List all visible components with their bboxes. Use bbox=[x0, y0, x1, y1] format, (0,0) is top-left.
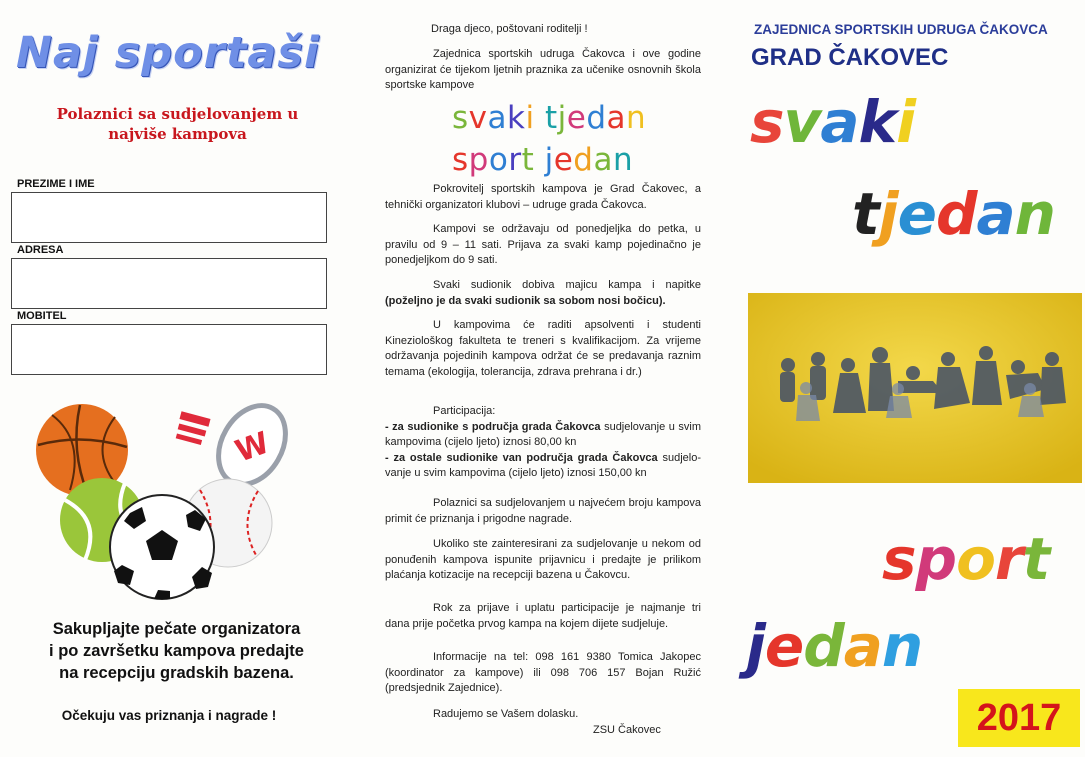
slogan1-letter: a bbox=[606, 100, 626, 136]
big-word-svaki bbox=[750, 88, 915, 156]
slogan2-letter: s bbox=[452, 142, 469, 178]
local-label: - za sudionike s područja grada Čakovca bbox=[385, 420, 601, 433]
slogan2-letter: a bbox=[593, 142, 613, 178]
big-word-2-letter: s bbox=[882, 525, 916, 593]
middle-panel bbox=[365, 0, 720, 757]
address-label: ADRESA bbox=[17, 244, 64, 256]
slogan2-letter bbox=[534, 142, 544, 178]
slogan1-letter: d bbox=[586, 100, 607, 136]
schedule-paragraph: Kampovi se održavaju od ponedjeljka do petka, u pravilu od 9 – 11 sati. Prijava za svaki kamp pojedinačno je ponedjeljkom do 9 sati. bbox=[385, 223, 701, 266]
local-price: sudjelovanje u svim kampovima (cijelo ljeto) iznosi 80,00 kn bbox=[385, 420, 701, 448]
collect-line3: na recepciju gradskih bazena. bbox=[59, 664, 294, 682]
slogan1-letter: a bbox=[487, 100, 508, 136]
sports-balls-illustration bbox=[30, 395, 290, 605]
left-subtitle-line2: najviše kampova bbox=[108, 125, 247, 143]
name-label: PREZIME I IME bbox=[17, 178, 95, 190]
slogan1-letter: j bbox=[557, 100, 567, 136]
big-word-2-letter: t bbox=[1022, 525, 1050, 593]
signature: ZSU Čakovec bbox=[593, 724, 661, 736]
participation-heading: Participacija: bbox=[433, 405, 496, 417]
big-word-3-letter: j bbox=[746, 612, 765, 680]
big-word-3-letter: a bbox=[843, 612, 882, 680]
application-paragraph: Ukoliko ste zainteresirani za sudjelovanje u nekom od ponuđenih kampova ispunite prijavnicu i predajte je prilikom plaćanja kotizacije na recepciji bazena u Čakovcu. bbox=[385, 538, 701, 581]
other-label: - za ostale sudionike van područja grada Čakovca bbox=[385, 451, 658, 464]
slogan1-letter: s bbox=[452, 100, 469, 136]
slogan2-letter: j bbox=[544, 142, 554, 178]
children-silhouettes-photo bbox=[748, 293, 1082, 483]
naj-sportasi-title: Naj sportaši bbox=[16, 28, 320, 78]
name-field[interactable] bbox=[11, 192, 327, 243]
slogan2-letter: d bbox=[573, 142, 594, 178]
left-panel bbox=[0, 0, 365, 757]
tshirt-paragraph bbox=[385, 278, 701, 309]
sponsor-paragraph: Pokrovitelj sportskih kampova je Grad Čakovec, a tehnički organizatori klubovi – udruge grada Čakovca. bbox=[385, 183, 701, 211]
other-price: sudjelo-vanje u svim kampovima (cijelo ljeto) iznosi 150,00 kn bbox=[385, 451, 701, 479]
slogan2-letter: n bbox=[612, 142, 634, 178]
bottle-note: (poželjno je da svaki sudionik sa sobom nosi bočicu). bbox=[385, 294, 666, 307]
slogan1-letter: v bbox=[468, 100, 488, 136]
big-word-3-letter: e bbox=[764, 612, 804, 680]
big-word-1-letter: n bbox=[1014, 180, 1055, 248]
right-panel bbox=[720, 0, 1085, 757]
big-word-3-letter: d bbox=[803, 612, 844, 680]
collect-line1: Sakupljajte pečate organizatora bbox=[52, 620, 301, 638]
address-field[interactable] bbox=[11, 258, 327, 309]
big-word-0-letter: i bbox=[896, 88, 915, 156]
tshirt-text: Svaki sudionik dobiva majicu kampa i napitke bbox=[433, 279, 701, 291]
big-word-tjedan bbox=[852, 180, 1055, 248]
mobile-label: MOBITEL bbox=[17, 310, 67, 322]
big-word-2-letter: p bbox=[915, 525, 957, 593]
big-word-sport bbox=[882, 525, 1049, 593]
collect-line2: i po završetku kampova predajte bbox=[49, 642, 304, 660]
collect-stamps-text bbox=[14, 618, 339, 684]
greeting: Draga djeco, poštovani roditelji ! bbox=[431, 23, 588, 35]
intro-paragraph: Zajednica sportskih udruga Čakovca i ove godine organizirat će tijekom ljetnih praznika za učenike osnovnih škola sportske kampove bbox=[385, 48, 701, 91]
slogan1-letter: e bbox=[566, 100, 587, 136]
big-word-1-letter: t bbox=[852, 180, 879, 248]
slogan2-letter: r bbox=[508, 142, 522, 178]
participation-local bbox=[385, 420, 701, 451]
big-word-3-letter: n bbox=[881, 612, 923, 680]
staff-paragraph: U kampovima će raditi apsolventi i studenti Kineziološkog fakulteta te treneri s kvalifikacijom. Za vrijeme održavanja pojedinih kampova održat će se predavanja raznim temama (ekologija, tolerancija, zdrava prehrana i dr.) bbox=[385, 319, 701, 378]
big-word-1-letter: j bbox=[878, 180, 898, 248]
participation-block bbox=[385, 404, 701, 482]
left-subtitle-line1: Polaznici sa sudjelovanjem u bbox=[56, 105, 299, 123]
slogan-svaki-tjedan bbox=[452, 100, 646, 136]
big-word-1-letter: e bbox=[897, 180, 936, 248]
awards-paragraph: Polaznici sa sudjelovanjem u najvećem broju kampova primit će priznanja i prigodne nagrade. bbox=[385, 497, 701, 525]
slogan2-letter: e bbox=[553, 142, 574, 178]
big-word-2-letter: r bbox=[994, 525, 1023, 593]
big-word-2-letter: o bbox=[956, 525, 995, 593]
slogan1-letter: k bbox=[507, 100, 526, 136]
big-word-0-letter: s bbox=[750, 88, 784, 156]
slogan2-letter: o bbox=[488, 142, 509, 178]
city-name: GRAD ČAKOVEC bbox=[751, 44, 949, 71]
slogan1-letter: n bbox=[626, 100, 647, 136]
participation-other bbox=[385, 451, 701, 482]
closing-line: Radujemo se Vašem dolasku. bbox=[433, 708, 579, 720]
mobile-field[interactable] bbox=[11, 324, 327, 375]
big-word-0-letter: k bbox=[858, 88, 897, 156]
big-word-jedan bbox=[746, 612, 922, 680]
big-word-1-letter: a bbox=[976, 180, 1015, 248]
slogan2-letter: t bbox=[521, 142, 535, 178]
slogan1-letter bbox=[535, 100, 545, 136]
big-word-0-letter: v bbox=[783, 88, 821, 156]
slogan1-letter: t bbox=[544, 100, 558, 136]
organization-name: ZAJEDNICA SPORTSKIH UDRUGA ČAKOVCA bbox=[754, 22, 1048, 37]
contact-paragraph: Informacije na tel: 098 161 9380 Tomica Jakopec (koordinator za kampove) ili 098 706 157 Bojan Ružić (predsjednik Zajednice). bbox=[385, 651, 701, 694]
slogan2-letter: p bbox=[468, 142, 489, 178]
expect-awards-text: Očekuju vas priznanja i nagrade ! bbox=[61, 708, 277, 723]
year-badge: 2017 bbox=[958, 689, 1080, 747]
soccer-ball-icon bbox=[110, 495, 214, 599]
big-word-0-letter: a bbox=[820, 88, 859, 156]
left-subtitle bbox=[10, 104, 345, 144]
slogan-sport-jedan bbox=[452, 142, 633, 178]
big-word-1-letter: d bbox=[935, 180, 977, 248]
deadline-paragraph: Rok za prijave i uplatu participacije je najmanje tri dana prije početka prvog kampa na kojem dijete sudjeluje. bbox=[385, 602, 701, 630]
slogan1-letter: i bbox=[525, 100, 535, 136]
svg-text:W: W bbox=[230, 425, 274, 470]
